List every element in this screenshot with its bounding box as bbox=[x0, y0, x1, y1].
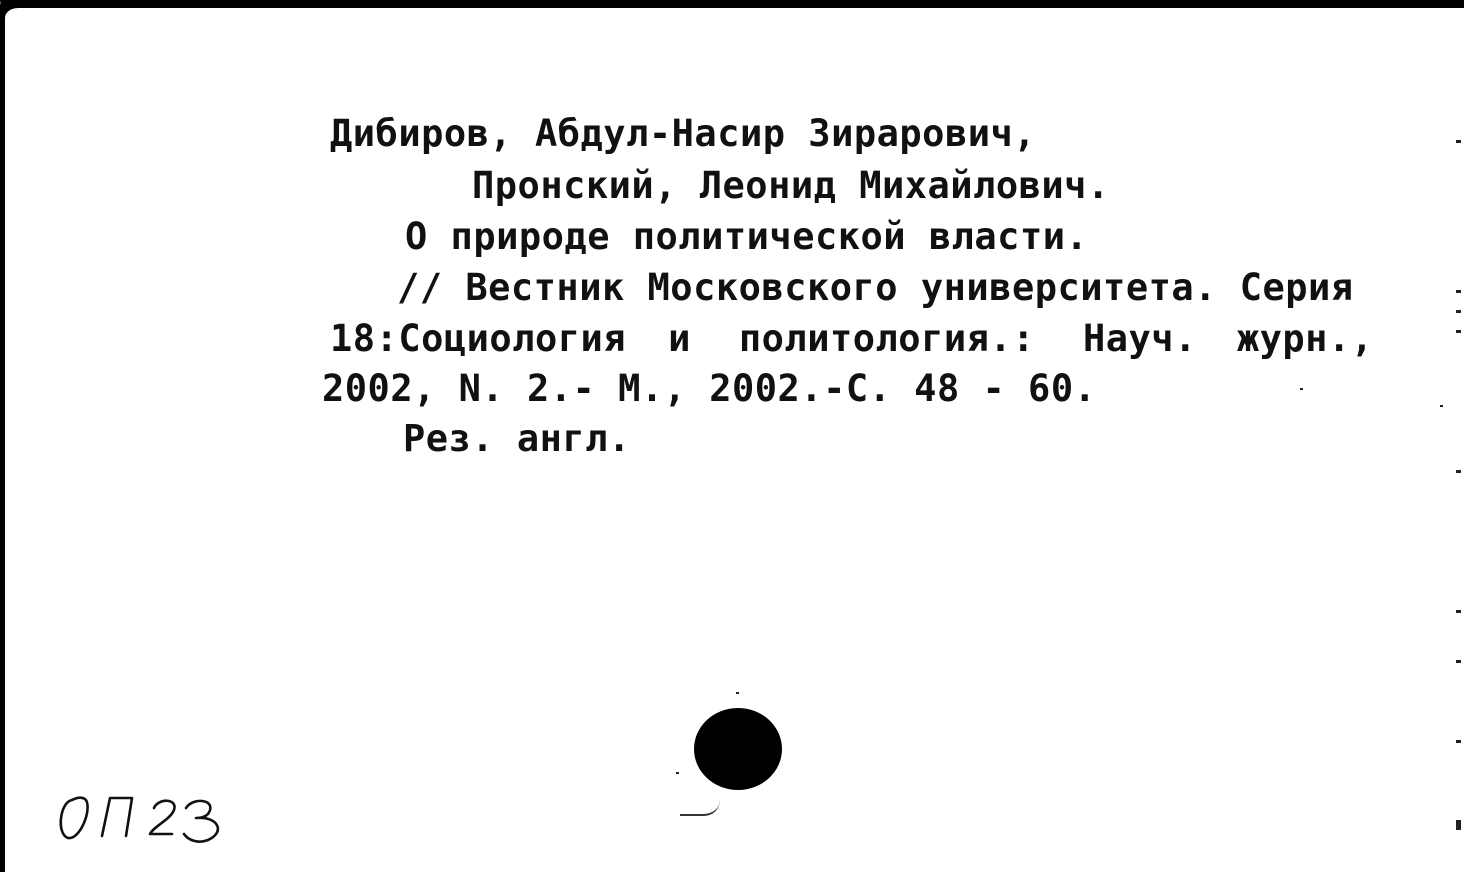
source-series-and: и bbox=[668, 317, 691, 360]
handwritten-shelfmark bbox=[58, 790, 238, 850]
source-type: Науч. bbox=[1082, 317, 1197, 360]
article-title: О природе политической власти. bbox=[405, 215, 1089, 258]
right-edge-marks bbox=[1456, 140, 1462, 860]
authors-line-1: Дибиров, Абдул-Насир Зирарович, bbox=[330, 112, 1037, 155]
authors-line-2: Пронский, Леонид Михайлович. bbox=[472, 164, 1110, 207]
source-line-1: // Вестник Московского университета. Серия bbox=[397, 266, 1354, 309]
source-series-name: 18:Социология bbox=[330, 317, 627, 360]
source-line-2 bbox=[330, 313, 1374, 365]
source-type-2: журн., bbox=[1236, 317, 1374, 360]
imprint-line: 2002, N. 2.- М., 2002.-С. 48 - 60. bbox=[322, 367, 1097, 410]
source-series-name-2: политология.: bbox=[738, 317, 1035, 360]
punch-hole bbox=[694, 708, 782, 790]
summary-note: Рез. англ. bbox=[403, 417, 631, 460]
speck bbox=[1440, 405, 1443, 407]
speck bbox=[736, 692, 739, 694]
speck bbox=[676, 772, 679, 774]
punch-hole-shadow bbox=[680, 800, 720, 816]
speck bbox=[1300, 388, 1303, 390]
card-top-edge bbox=[0, 0, 1464, 8]
